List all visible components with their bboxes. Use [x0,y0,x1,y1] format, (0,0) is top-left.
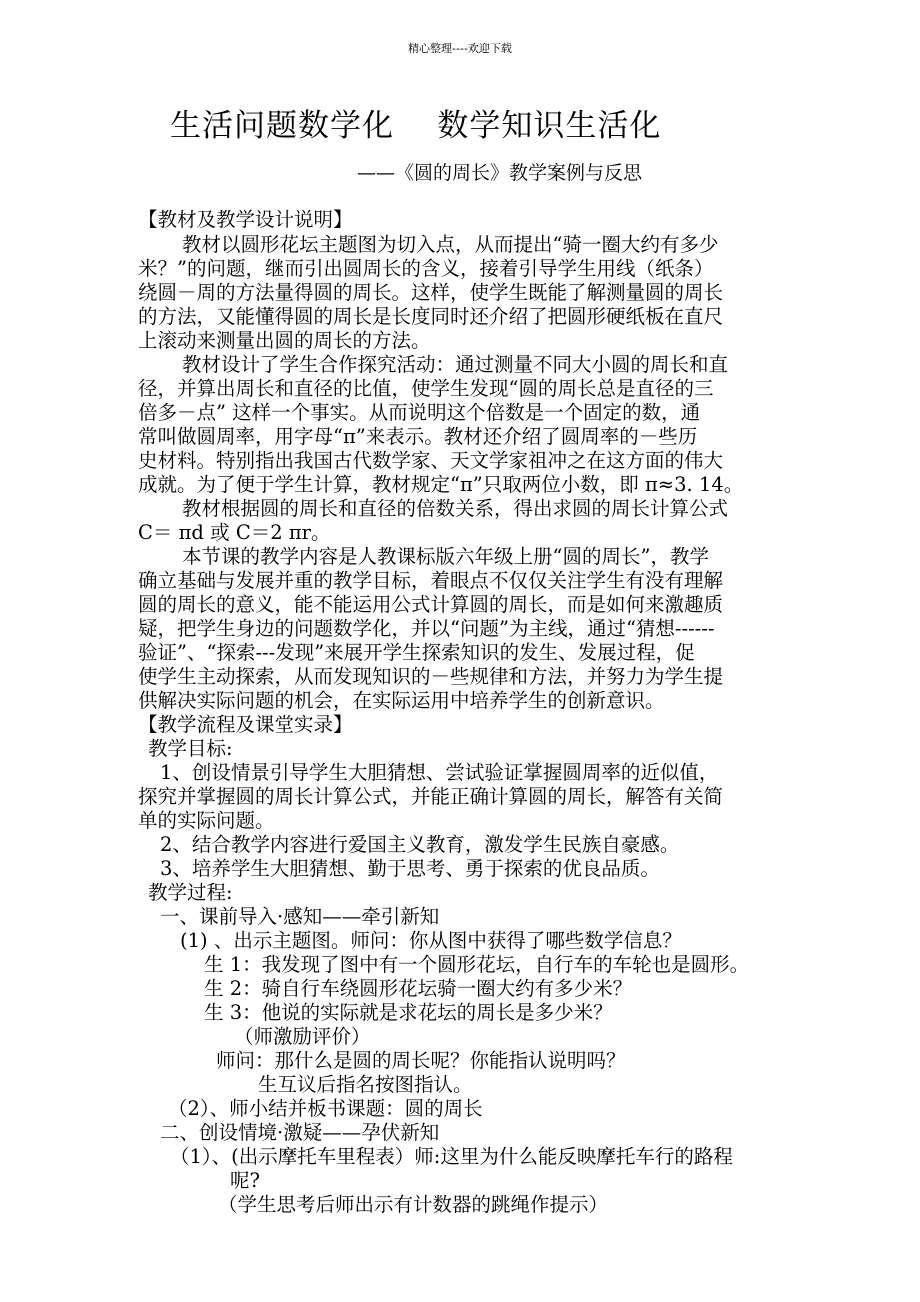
text-line: 验证”、“探索---发现”来展开学生探索知识的发生、发展过程，促 [138,641,695,664]
document-title: 生活问题数学化 数学知识生活化 [170,108,662,144]
text-line: 供解决实际问题的机会，在实际运用中培养学生的创新意识。 [138,689,665,712]
text-line: 【教材及教学设计说明】 [138,208,353,231]
text-line: 一、课前导入·感知——牵引新知 [160,905,440,928]
text-line: 使学生主动探索，从而发现知识的－些规律和方法，并努力为学生提 [138,665,724,688]
text-line: 【教学流程及课堂实录】 [138,713,353,736]
text-line: 生 1：我发现了图中有一个圆形花坛，自行车的车轮也是圆形。 [204,953,750,976]
text-line: 上滚动来测量出圆的周长的方法。 [138,329,431,352]
text-line: 生 2：骑自行车绕圆形花坛骑一圈大约有多少米？ [204,977,633,1000]
text-line: 3、培养学生大胆猜想、勤于思考、勇于探索的优良品质。 [160,857,660,880]
text-line: 绕圆－周的方法量得圆的周长。这样，使学生既能了解测量圆的周长 [138,281,724,304]
text-line: 呢? [230,1169,260,1192]
text-line: 2、结合教学内容进行爱国主义教育，激发学生民族自豪感。 [160,833,680,856]
text-line: 的方法，又能懂得圆的周长是长度同时还介绍了把圆形硬纸板在直尺 [138,305,724,328]
text-line: 1、创设情景引导学生大胆猜想、尝试验证掌握圆周率的近似值， [160,761,719,784]
text-line: 探究并掌握圆的周长计算公式，并能正确计算圆的周长，解答有关简 [138,785,724,808]
text-line: 确立基础与发展并重的教学目标，着眼点不仅仅关注学生有没有理解 [138,569,724,592]
text-line: 教学过程: [148,881,233,904]
text-line: (1) 、出示主题图。师问：你从图中获得了哪些数学信息？ [180,929,682,952]
text-line: 常叫做圆周率，用字母“π”来表示。教材还介绍了圆周率的－些历 [138,425,698,448]
text-line: 成就。为了便于学生计算，教材规定“π”只取两位小数，即 π≈3. 14。 [138,473,744,496]
text-line: 生互议后指名按图指认。 [258,1073,473,1096]
text-line: （2）、师小结并板书课题：圆的周长 [168,1097,483,1120]
page-header: 精心整理----欢迎下载 [408,42,512,55]
text-line: 教材根据圆的周长和直径的倍数关系，得出求圆的周长计算公式 [182,497,729,520]
text-line: 史材料。特别指出我国古代数学家、天文学家祖冲之在这方面的伟大 [138,449,724,472]
text-line: 米？”的问题，继而引出圆周长的含义，接着引导学生用线（纸条） [138,257,714,280]
text-line: 径，并算出周长和直径的比值，使学生发现“圆的周长总是直径的三 [138,377,714,400]
text-line: （师激励评价） [234,1025,371,1048]
text-line: 本节课的教学内容是人教课标版六年级上册“圆的周长”，教学 [182,545,709,568]
text-line: 教材设计了学生合作探究活动：通过测量不同大小圆的周长和直 [182,353,729,376]
text-line: 师问：那什么是圆的周长呢？你能指认说明吗？ [216,1049,626,1072]
text-line: C＝ πd 或 C＝2 πr。 [138,521,331,544]
text-line: 疑，把学生身边的问题数学化，并以“问题”为主线，通过“猜想------ [138,617,715,640]
text-line: 教材以圆形花坛主题图为切入点，从而提出“骑一圈大约有多少 [182,233,719,256]
text-line: 生 3：他说的实际就是求花坛的周长是多少米？ [204,1001,613,1024]
text-line: （学生思考后师出示有计数器的跳绳作提示） [218,1193,609,1216]
text-line: 圆的周长的意义，能不能运用公式计算圆的周长，而是如何来激趣质 [138,593,724,616]
document-subtitle: ——《圆的周长》教学案例与反思 [357,162,643,184]
text-line: 倍多－点” 这样一个事实。从而说明这个倍数是一个固定的数，通 [138,401,701,424]
text-line: 二、创设情境·激疑——孕伏新知 [160,1121,440,1144]
text-line: 单的实际问题。 [138,809,275,832]
text-line: （1）、(出示摩托车里程表）师:这里为什么能反映摩托车行的路程 [170,1145,733,1168]
text-line: 教学目标: [148,737,233,760]
